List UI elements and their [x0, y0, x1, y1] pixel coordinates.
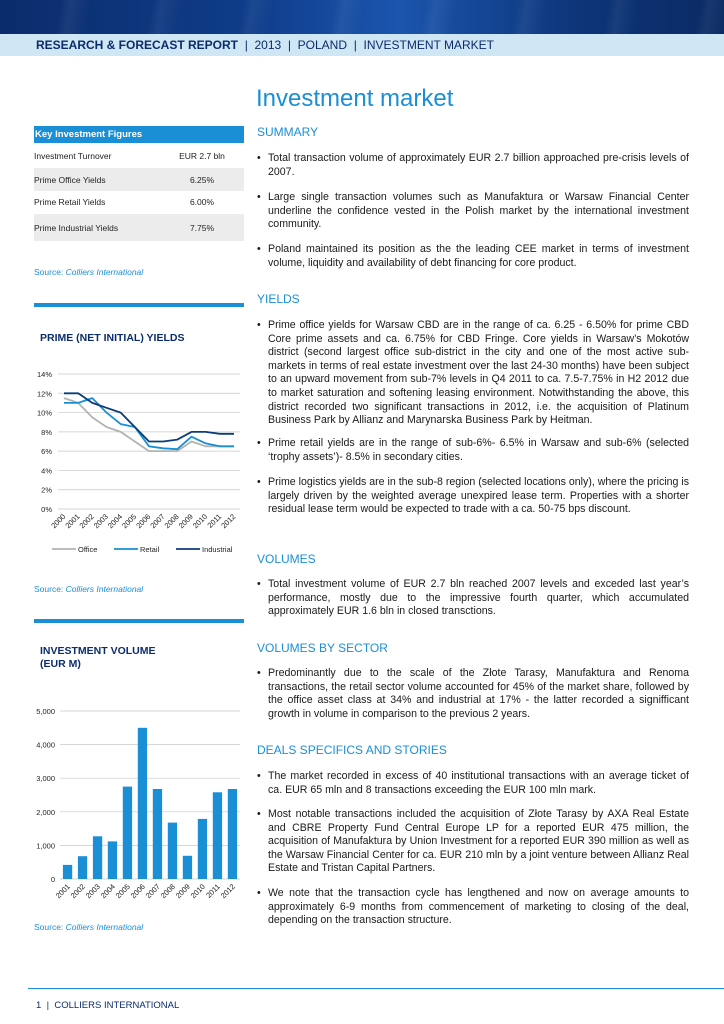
report-name: RESEARCH & FORECAST REPORT — [36, 38, 239, 52]
x-tick-label: 2000 — [49, 512, 68, 531]
key-figure-row — [34, 191, 244, 214]
yields-bullet — [257, 319, 689, 428]
bullet-text: Poland maintained its position as the the leading CEE market in terms of investment volume, liquidity and availability of debt financing for core product. — [268, 243, 689, 269]
key-figure-value: 6.25% — [189, 175, 215, 185]
report-year: 2013 — [254, 38, 282, 52]
x-tick-label: 2001 — [63, 512, 82, 531]
x-tick-label: 2007 — [143, 882, 162, 901]
bullet-dot: • — [257, 476, 261, 488]
y-tick-label: 6% — [41, 447, 52, 457]
y-tick-label: 4% — [41, 466, 52, 476]
deals-bullet — [257, 770, 689, 797]
bullet-dot: • — [257, 887, 261, 899]
summary-bullet — [257, 243, 689, 270]
yields-bullet — [257, 476, 689, 517]
bar — [93, 836, 102, 879]
y-tick-label: 2,000 — [36, 807, 55, 817]
yields-line-chart — [30, 362, 250, 562]
bullet-text: Total investment volume of EUR 2.7 bln reached 2007 levels and exceded last year’s performance, mostly due to the impressive fourth quarter, which accumulated approximately EUR 1.6 bln in closed transctions. — [268, 578, 689, 618]
header-banner — [0, 0, 724, 34]
volume-title-line1: INVESTMENT VOLUME — [40, 645, 156, 657]
x-tick-label: 2011 — [204, 882, 222, 900]
y-tick-label: 2% — [41, 485, 52, 495]
key-figure-value: 7.75% — [189, 223, 215, 233]
bar — [63, 865, 72, 879]
bullet-dot: • — [257, 770, 261, 782]
legend-label: Industrial — [202, 545, 233, 554]
source-label: Source: — [34, 922, 64, 932]
yields-bullet — [257, 437, 689, 464]
divider-rule — [34, 303, 244, 307]
y-tick-label: 1,000 — [36, 841, 55, 851]
source-name: Colliers International — [65, 267, 144, 277]
source-label: Source: — [34, 584, 64, 594]
x-tick-label: 2005 — [120, 512, 139, 531]
page-title: Investment market — [256, 85, 454, 112]
x-tick-label: 2008 — [162, 512, 181, 531]
volumes-by-sector-heading: VOLUMES BY SECTOR — [257, 641, 388, 655]
volumes-bullet — [257, 578, 689, 619]
deals-heading: DEALS SPECIFICS AND STORIES — [257, 743, 447, 757]
bullet-text: The market recorded in excess of 40 institutional transactions with an average ticket of ca. EUR 65 mln and 8 transactions exceeding the EUR 100 mln mark. — [268, 770, 689, 796]
key-figure-label: Investment Turnover — [34, 151, 112, 161]
bullet-dot: • — [257, 808, 261, 820]
y-tick-label: 0% — [41, 505, 52, 514]
bar — [183, 856, 192, 879]
x-tick-label: 2010 — [190, 512, 210, 531]
deals-bullet — [257, 887, 689, 928]
x-tick-label: 2008 — [158, 882, 177, 901]
x-tick-label: 2009 — [173, 882, 192, 901]
key-figure-value: 6.00% — [189, 197, 215, 207]
bar — [153, 789, 162, 879]
sep-1: | — [244, 38, 248, 52]
volumes-by-sector-bullet — [257, 667, 689, 721]
volume-chart-title — [40, 645, 156, 671]
bullet-text: Prime retail yields are in the range of sub-6%- 6.5% in Warsaw and sub-6% (selected ‘trophy assets’)- 8.5% in secondary cities. — [268, 437, 689, 463]
bar — [108, 841, 117, 879]
footer — [36, 1000, 179, 1011]
x-tick-label: 2012 — [218, 882, 237, 901]
report-topic: INVESTMENT MARKET — [363, 38, 494, 52]
source-name: Colliers International — [65, 584, 144, 594]
x-tick-label: 2001 — [53, 882, 72, 901]
summary-bullet — [257, 152, 689, 179]
x-tick-label: 2005 — [113, 882, 132, 901]
bullet-dot: • — [257, 191, 261, 203]
key-figures-title: Key Investment Figures — [34, 126, 244, 143]
x-tick-label: 2009 — [176, 512, 195, 531]
x-tick-label: 2002 — [77, 512, 96, 531]
y-tick-label: 4,000 — [36, 740, 55, 750]
bullet-dot: • — [257, 319, 261, 331]
x-tick-label: 2004 — [98, 882, 117, 901]
bar — [78, 856, 87, 879]
bar — [198, 819, 207, 879]
key-figure-row — [34, 214, 244, 241]
x-tick-label: 2002 — [68, 882, 87, 901]
footer-sep: | — [46, 1000, 50, 1011]
key-figure-label: Prime Industrial Yields — [34, 223, 119, 233]
volume-chart-source — [34, 922, 143, 932]
y-tick-label: 3,000 — [36, 774, 55, 784]
y-tick-label: 5,000 — [36, 707, 55, 716]
bullet-text: Prime logistics yields are in the sub-8 region (selected locations only), where the pricing is largely driven by the weighted average unexpired lease term. Properties with a shorter residual lease term would be expected to trade with a ca. 50-75 bps discount. — [268, 476, 690, 516]
key-figure-row — [34, 168, 244, 191]
report-country: POLAND — [297, 38, 348, 52]
y-tick-label: 8% — [41, 427, 52, 437]
key-figure-label: Prime Office Yields — [34, 175, 106, 185]
x-tick-label: 2007 — [148, 512, 167, 531]
bullet-text: Total transaction volume of approximately EUR 2.7 billion approached pre-crisis levels of 2007. — [268, 152, 689, 178]
bullet-text: Predominantly due to the scale of the Złote Tarasy, Manufaktura and Renoma transactions, the retail sector volume accounted for 45% of the market share, followed by the office asset class at 34% and industrial at 17% - the latter recorded a signifficant growth in volume in comparison to the previous 2 years. — [268, 667, 689, 720]
x-tick-label: 2006 — [134, 512, 153, 531]
yields-chart-title: PRIME (NET INITIAL) YIELDS — [40, 332, 185, 344]
report-line — [36, 38, 494, 52]
bullet-dot: • — [257, 152, 261, 164]
bar — [138, 728, 147, 879]
divider-rule — [34, 619, 244, 623]
key-figure-label: Prime Retail Yields — [34, 197, 106, 207]
yields-heading: YIELDS — [257, 292, 300, 306]
legend-label: Office — [78, 545, 98, 554]
bullet-text: Most notable transactions included the acquisition of Złote Tarasy by AXA Real Estate and CBRE Property Fund Central Europe LP for a reported EUR 475 million, the acquisition of Manufaktura by Union Investment for a reported EUR 390 million as well as the Warsaw Financial Center for ca. EUR 210 mln by a joint venture between Allianz Real Estate and Tristan Capital Partners. — [268, 808, 689, 875]
source-label: Source: — [34, 267, 64, 277]
x-tick-label: 2010 — [188, 882, 207, 901]
bar — [228, 789, 237, 879]
legend-label: Retail — [140, 545, 160, 554]
bar — [168, 823, 177, 879]
summary-bullet — [257, 191, 689, 232]
summary-heading: SUMMARY — [257, 125, 319, 139]
x-tick-label: 2004 — [105, 512, 125, 531]
source-name: Colliers International — [65, 922, 144, 932]
key-figure-value: EUR 2.7 bln — [179, 151, 225, 161]
footer-company: COLLIERS INTERNATIONAL — [54, 1000, 180, 1011]
banner-sheen — [0, 0, 724, 34]
x-tick-label: 2003 — [83, 882, 102, 901]
deals-bullet — [257, 808, 689, 876]
bullet-text: Prime office yields for Warsaw CBD are in the range of ca. 6.25 - 6.50% for prime CBD Core prime assets and ca. 6.75% for CBD Fringe. Core yields in Warsaw’s Mokotów district (second largest office sub-district in the city and one of the most active sub-markets in terms of real estate investment over the last 24-30 months) have been subject to an upward movement from sub-7% levels in Q4 2011 to ca. 7.5-7.75% in H2 2012 due to market saturation and softening leasing environment. Notwithstanding the above, this district recorded two significant transactions in 2012, i.e. the acquisition of Platinum Business Park by Allianz and Marynarska Business Park by Heitman. — [268, 319, 689, 427]
bullet-dot: • — [257, 578, 261, 590]
page-number: 1 — [36, 1000, 42, 1011]
series-line-industrial — [64, 393, 234, 441]
x-tick-label: 2003 — [91, 512, 110, 531]
bar — [123, 787, 132, 879]
bullet-text: Large single transaction volumes such as Manufaktura or Warsaw Financial Center underline the confidence vested in the Polish market by the international investment community. — [268, 191, 689, 231]
key-figure-row — [34, 144, 244, 168]
sep-3: | — [353, 38, 357, 52]
y-tick-label: 12% — [36, 389, 52, 399]
x-tick-label: 2006 — [128, 882, 147, 901]
yields-chart-source — [34, 584, 143, 594]
y-tick-label: 0 — [50, 875, 55, 884]
volume-title-line2: (EUR M) — [40, 658, 81, 670]
volumes-heading: VOLUMES — [257, 552, 316, 566]
volume-bar-chart — [30, 700, 250, 920]
y-tick-label: 14% — [36, 370, 52, 379]
footer-rule — [28, 988, 724, 989]
bullet-dot: • — [257, 667, 261, 679]
bullet-dot: • — [257, 437, 261, 449]
bar — [213, 792, 222, 879]
x-tick-label: 2012 — [219, 512, 238, 531]
bullet-dot: • — [257, 243, 261, 255]
sep-2: | — [287, 38, 291, 52]
y-tick-label: 10% — [36, 408, 52, 418]
x-tick-label: 2011 — [205, 512, 224, 530]
key-figures-source — [34, 267, 143, 277]
bullet-text: We note that the transaction cycle has lengthened and now on average amounts to approximately 6-9 months from commencement of marketing to closing of the deal, depending on the transaction structure. — [268, 887, 689, 927]
